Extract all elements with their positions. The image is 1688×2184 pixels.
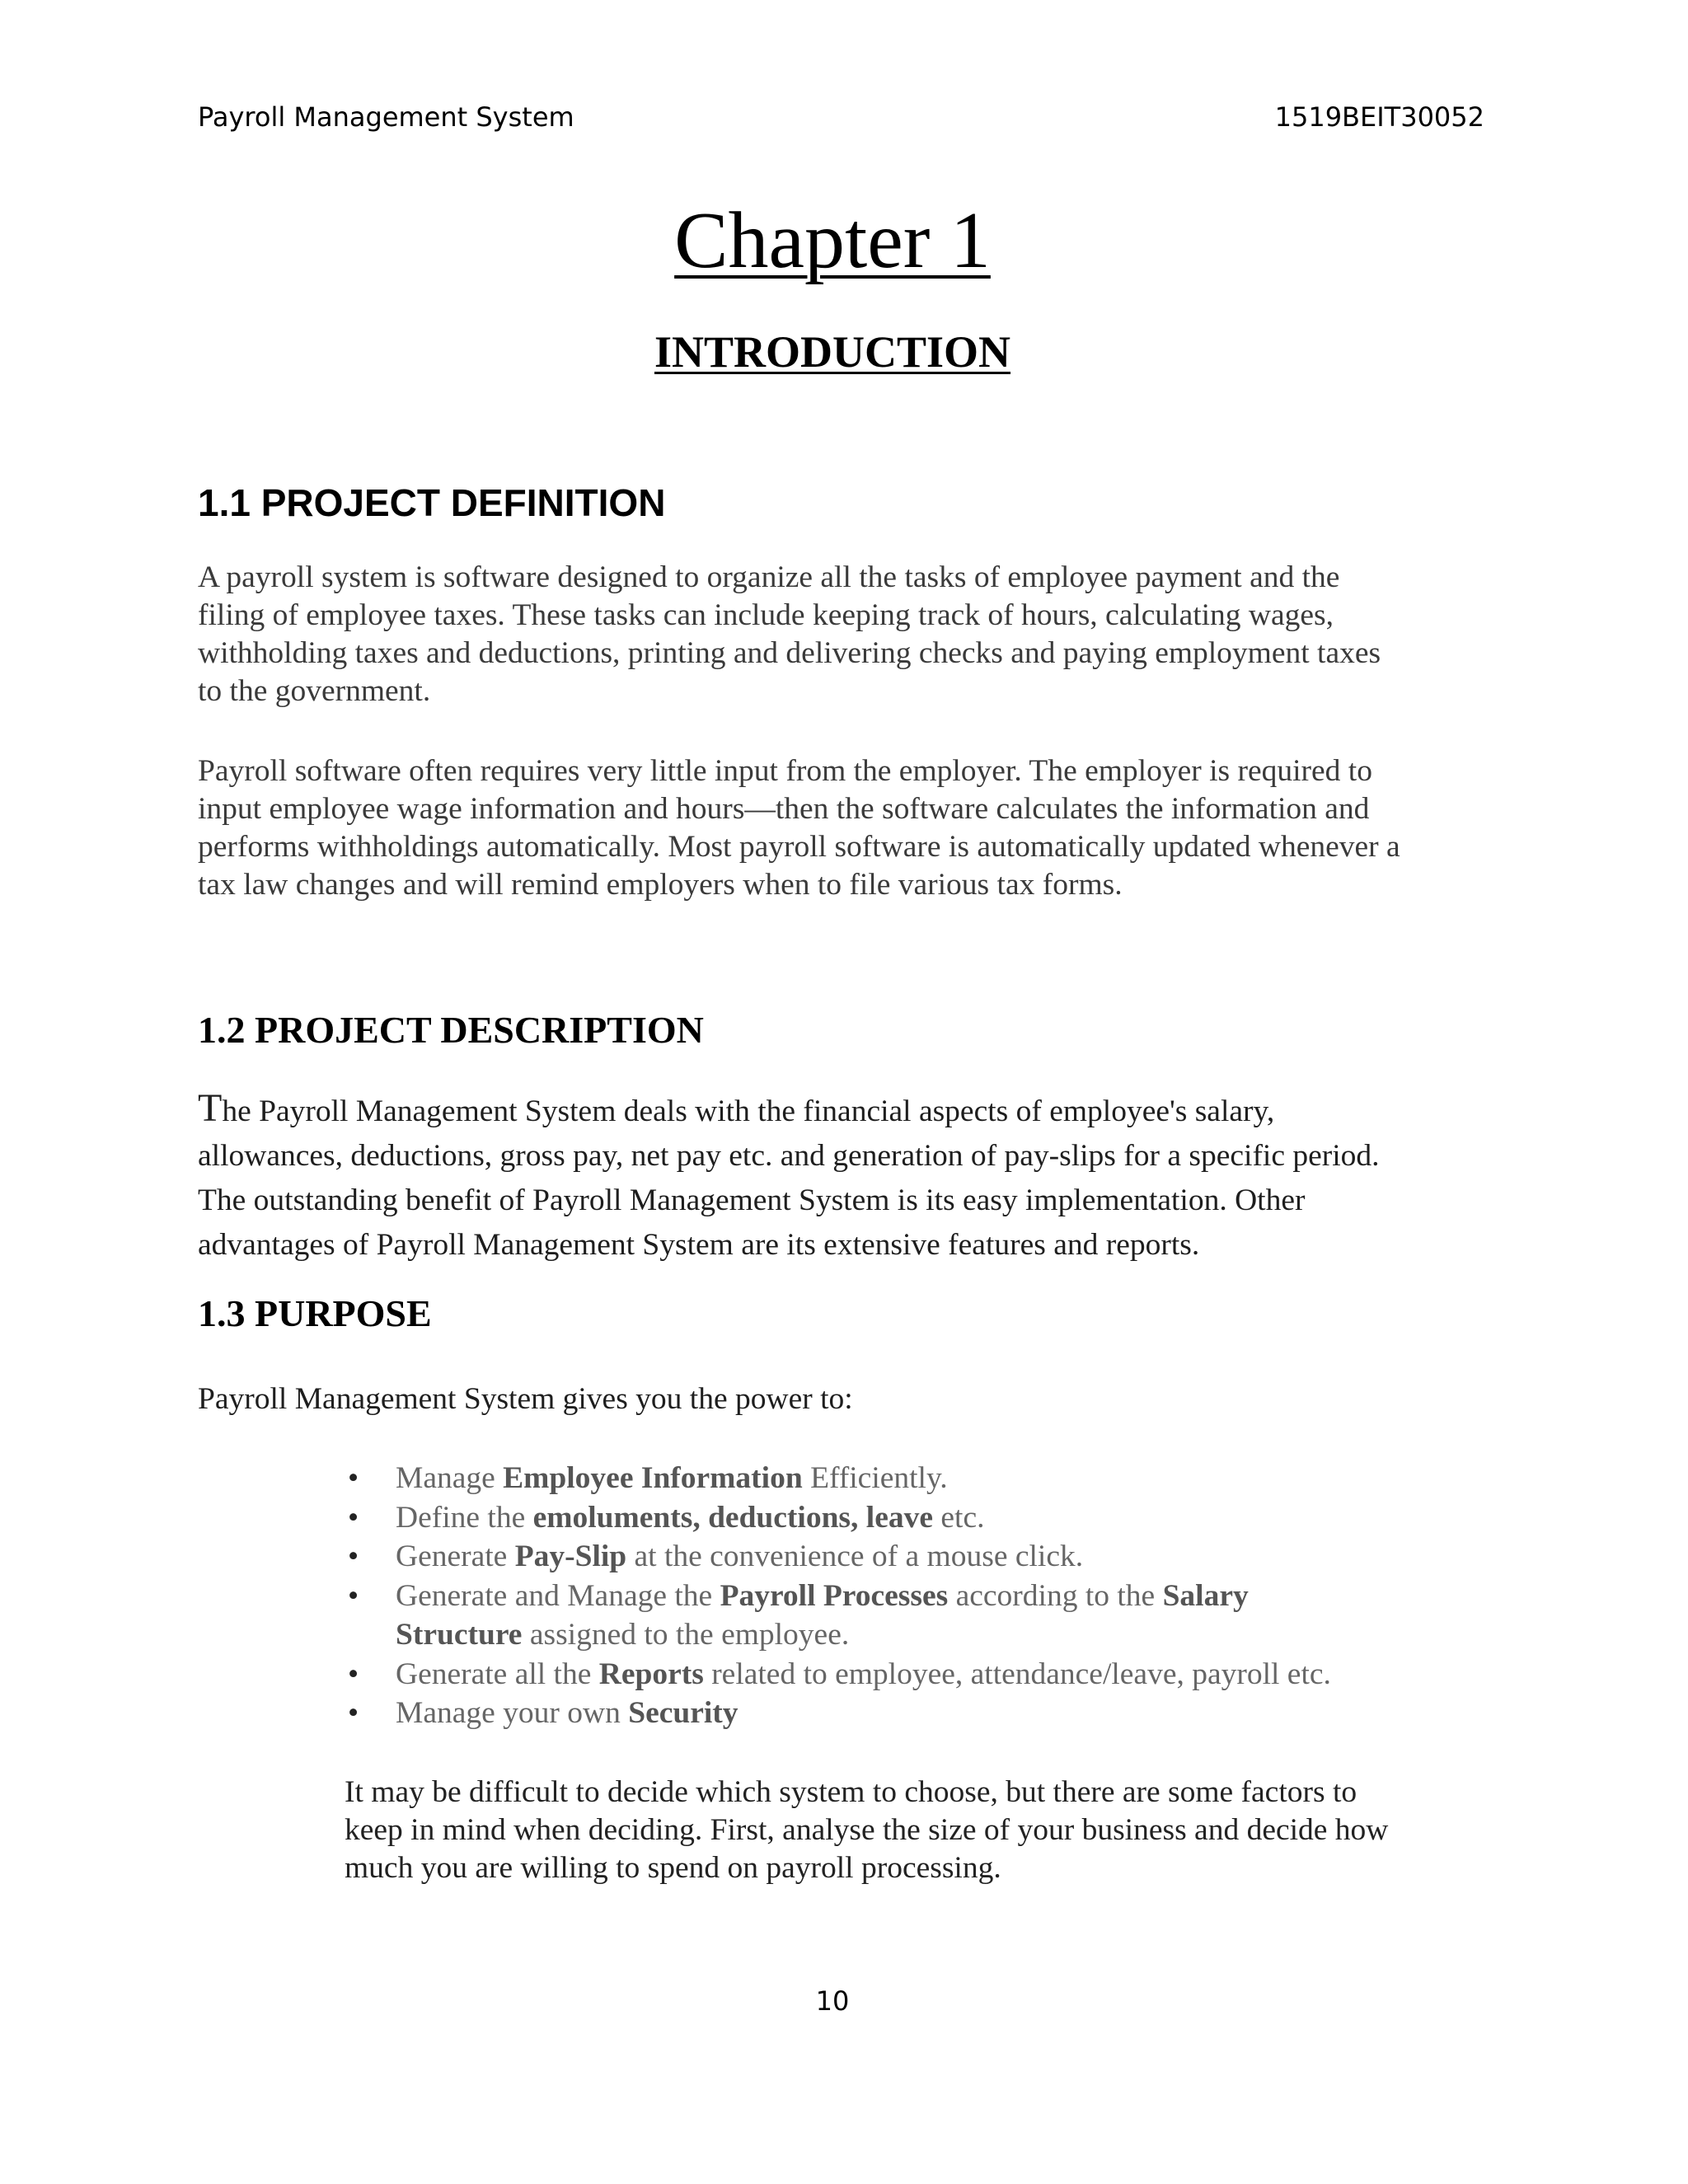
bullet-icon: • [348, 1500, 359, 1535]
bullet-emphasis: Structure [396, 1618, 523, 1652]
bullet-emphasis: Payroll Processes [720, 1578, 949, 1613]
list-item [336, 1498, 1523, 1538]
list-item [336, 1577, 1523, 1655]
list-item [336, 1694, 1523, 1733]
bullet-text: according to the [948, 1578, 1163, 1613]
bullet-emphasis: Reports [598, 1657, 704, 1691]
paragraph-line: It may be difficult to decide which system to choose, but there are some factors to [345, 1775, 1357, 1809]
paragraph-line: tax law changes and will remind employers when to file various tax forms. [198, 868, 1123, 902]
bullet-text: Define the [396, 1500, 533, 1535]
purpose-closing-paragraph [345, 1774, 1515, 1887]
introduction-heading [0, 323, 1665, 381]
bullet-text: etc. [933, 1500, 985, 1535]
project-definition-paragraph-2 [198, 752, 1484, 904]
bullet-icon: • [348, 1461, 359, 1495]
project-definition-paragraph-1 [198, 559, 1484, 710]
bullet-text: Generate and Manage the [396, 1578, 720, 1613]
bullet-icon: • [348, 1578, 359, 1613]
paragraph-line: advantages of Payroll Management System are its extensive features and reports. [198, 1228, 1200, 1262]
drop-letter: T [198, 1086, 223, 1130]
bullet-continuation [396, 1615, 1523, 1655]
paragraph-line: much you are willing to spend on payroll processing. [345, 1851, 1001, 1885]
list-item [336, 1655, 1523, 1694]
purpose-lead [198, 1379, 1484, 1420]
paragraph-line [198, 1086, 1484, 1134]
paragraph-line: Payroll Management System gives you the power to: [198, 1382, 853, 1416]
paragraph-line: withholding taxes and deductions, printing and delivering checks and paying employment taxes [198, 636, 1381, 670]
introduction-heading-text: INTRODUCTION [654, 327, 1011, 377]
paragraph-line: A payroll system is software designed to organize all the tasks of employee payment and the [198, 560, 1340, 594]
bullet-text: at the convenience of a mouse click. [626, 1540, 1084, 1573]
bullet-icon: • [348, 1696, 359, 1730]
bullet-emphasis: Employee Information [503, 1461, 803, 1495]
bullet-emphasis: Salary [1162, 1578, 1249, 1613]
paragraph-line: keep in mind when deciding. First, analyse the size of your business and decide how [345, 1813, 1389, 1847]
bullet-text: assigned to the employee. [522, 1618, 850, 1652]
running-header-id: 1519BEIT30052 [1274, 101, 1484, 133]
bullet-text: Generate [396, 1540, 515, 1573]
bullet-text: Efficiently. [802, 1461, 948, 1495]
bullet-text: related to employee, attendance/leave, payroll etc. [703, 1657, 1331, 1691]
bullet-icon: • [348, 1657, 359, 1691]
bullet-text: Generate all the [396, 1657, 599, 1691]
project-description-paragraph [198, 1086, 1484, 1268]
bullet-text: Manage your own [396, 1696, 629, 1730]
paragraph-line: performs withholdings automatically. Most payroll software is automatically updated whenever a [198, 830, 1400, 864]
paragraph-line: input employee wage information and hours—then the software calculates the information and [198, 792, 1370, 826]
section-1-3-heading: 1.3 PURPOSE [198, 1292, 432, 1334]
page-number: 10 [815, 1985, 850, 2017]
running-header-title: Payroll Management System [198, 101, 574, 133]
section-1-1-heading: 1.1 PROJECT DEFINITION [198, 481, 666, 524]
bullet-emphasis: Security [628, 1696, 738, 1730]
list-item [336, 1459, 1523, 1498]
paragraph-line: allowances, deductions, gross pay, net pay etc. and generation of pay-slips for a specific period. [198, 1139, 1380, 1173]
paragraph-line: to the government. [198, 674, 431, 708]
list-item [336, 1537, 1523, 1577]
chapter-heading-text: Chapter 1 [674, 196, 991, 285]
paragraph-line: The outstanding benefit of Payroll Management System is its easy implementation. Other [198, 1183, 1306, 1217]
bullet-icon: • [348, 1540, 359, 1573]
bullet-text: Manage [396, 1461, 504, 1495]
section-1-2-heading: 1.2 PROJECT DESCRIPTION [198, 1009, 704, 1051]
purpose-bullet-list [336, 1459, 1523, 1733]
paragraph-line: filing of employee taxes. These tasks can include keeping track of hours, calculating wages, [198, 598, 1334, 632]
bullet-emphasis: emoluments, deductions, leave [532, 1500, 933, 1535]
paragraph-line: Payroll software often requires very little input from the employer. The employer is required to [198, 754, 1372, 788]
bullet-emphasis: Pay-Slip [514, 1540, 627, 1573]
chapter-heading [0, 191, 1665, 290]
paragraph-line-text: he Payroll Management System deals with the financial aspects of employee's salary, [222, 1094, 1275, 1128]
